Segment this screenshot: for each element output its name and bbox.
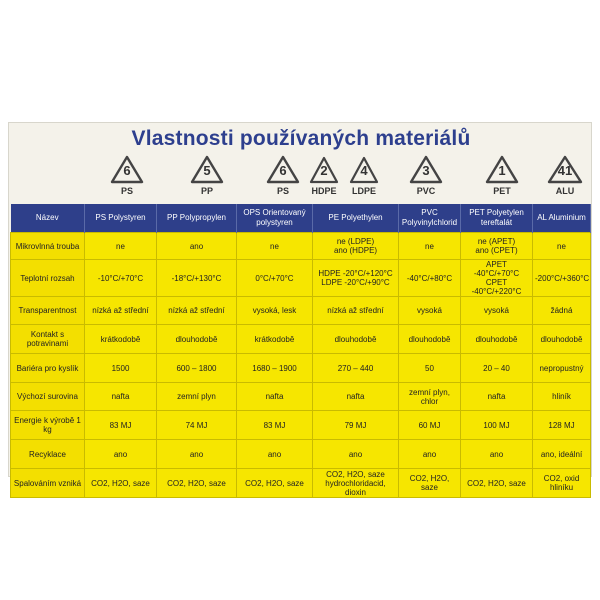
recycling-symbol-ps: [87, 155, 167, 203]
table-cell: nízká až střední: [157, 297, 237, 325]
table-cell: zemní plyn, chlor: [399, 383, 461, 411]
symbol-abbr: PS: [120, 186, 133, 196]
table-cell: nafta: [237, 383, 313, 411]
column-header: OPS Orientovaný polystyren: [237, 204, 313, 233]
recycling-symbols: [9, 155, 593, 203]
row-label: Výchozí surovina: [11, 383, 85, 411]
row-label: Recyklace: [11, 440, 85, 469]
cell-line: APET -40°C/+70°C: [473, 260, 520, 278]
table-cell: [313, 469, 399, 498]
table-cell: nafta: [461, 383, 533, 411]
cell-line: CPET -40°C/+220°C: [471, 278, 522, 296]
table-cell: dlouhodobě: [461, 325, 533, 354]
table-cell: zemní plyn: [157, 383, 237, 411]
page-title: Vlastnosti používaných materiálů: [131, 127, 471, 150]
table-cell: ano: [313, 440, 399, 469]
table-cell: [461, 260, 533, 297]
table-cell: krátkodobě: [237, 325, 313, 354]
table-row: [11, 260, 591, 297]
row-label: Transparentnost: [11, 297, 85, 325]
row-label: Energie k výrobě 1 kg: [11, 411, 85, 440]
row-label: Mikrovlnná trouba: [11, 233, 85, 260]
table-cell: krátkodobě: [85, 325, 157, 354]
table-cell: 74 MJ: [157, 411, 237, 440]
materials-table: [10, 204, 591, 498]
table-row: [11, 383, 591, 411]
symbol-abbr: PS: [276, 186, 289, 196]
table-cell: ano: [399, 440, 461, 469]
column-header: PS Polystyren: [85, 204, 157, 233]
table-row: [11, 233, 591, 260]
table-cell: CO2, H2O, saze: [85, 469, 157, 498]
table-cell: ne: [399, 233, 461, 260]
table-cell: dlouhodobě: [157, 325, 237, 354]
column-header: PP Polypropylen: [157, 204, 237, 233]
table-cell: vysoká, lesk: [237, 297, 313, 325]
cell-line: ano (HDPE): [333, 246, 378, 255]
table-row: [11, 469, 591, 498]
table-cell: CO2, H2O, saze: [237, 469, 313, 498]
table-cell: 83 MJ: [237, 411, 313, 440]
table-row: [11, 297, 591, 325]
materials-sheet: [8, 122, 592, 497]
recycling-symbol-pvc: [386, 155, 466, 203]
symbol-code: 5: [203, 163, 211, 178]
table-cell: dlouhodobě: [533, 325, 591, 354]
table-cell: CO2, oxid hliníku: [533, 469, 591, 498]
table-cell: -200°C/+360°C: [533, 260, 591, 297]
table-cell: dlouhodobě: [313, 325, 399, 354]
table-cell: -10°C/+70°C: [85, 260, 157, 297]
table-cell: 83 MJ: [85, 411, 157, 440]
table-cell: 128 MJ: [533, 411, 591, 440]
symbol-abbr: PET: [493, 186, 511, 196]
table-cell: vysoká: [461, 297, 533, 325]
table-cell: [461, 233, 533, 260]
table-cell: 1500: [85, 354, 157, 383]
table-cell: ano, ideální: [533, 440, 591, 469]
table-cell: 100 MJ: [461, 411, 533, 440]
row-label: Spalováním vzniká: [11, 469, 85, 498]
column-header: Název: [11, 204, 85, 233]
table-cell: žádná: [533, 297, 591, 325]
table-cell: [313, 233, 399, 260]
table-cell: ano: [461, 440, 533, 469]
table-cell: 270 – 440: [313, 354, 399, 383]
symbol-abbr: ALU: [555, 186, 575, 196]
recycling-symbol-ldpe: [339, 155, 389, 203]
table-cell: hliník: [533, 383, 591, 411]
table-cell: 20 – 40: [461, 354, 533, 383]
table-cell: nepropustný: [533, 354, 591, 383]
table-cell: 0°C/+70°C: [237, 260, 313, 297]
table-cell: nafta: [313, 383, 399, 411]
recycling-symbol-pp: [167, 155, 247, 203]
table-cell: dlouhodobě: [399, 325, 461, 354]
column-header: PET Polyetylen tereftalát: [461, 204, 533, 233]
table-cell: 79 MJ: [313, 411, 399, 440]
symbol-abbr: LDPE: [351, 186, 376, 196]
table-cell: 600 – 1800: [157, 354, 237, 383]
table-cell: ne: [237, 233, 313, 260]
symbol-code: 41: [557, 163, 573, 178]
column-header: AL Aluminium: [533, 204, 591, 233]
column-header: PVC Polyvinylchlorid: [399, 204, 461, 233]
table-row: [11, 325, 591, 354]
cell-line: hydrochloridacid, dioxin: [325, 478, 386, 497]
table-cell: -18°C/+130°C: [157, 260, 237, 297]
symbol-code: 4: [360, 163, 368, 178]
table-cell: 50: [399, 354, 461, 383]
row-label: Kontakt s potravinami: [11, 325, 85, 354]
table-row: [11, 440, 591, 469]
table-cell: 60 MJ: [399, 411, 461, 440]
symbol-code: 6: [279, 163, 287, 178]
cell-line: ne (LDPE): [336, 237, 375, 246]
table-cell: ano: [157, 440, 237, 469]
row-label: Teplotní rozsah: [11, 260, 85, 297]
table-cell: 1680 – 1900: [237, 354, 313, 383]
symbol-abbr: PP: [200, 186, 213, 196]
table-row: [11, 354, 591, 383]
table-cell: ne: [85, 233, 157, 260]
table-header-row: [11, 204, 591, 233]
recycling-symbol-alu: [525, 155, 600, 203]
row-label: Bariéra pro kyslík: [11, 354, 85, 383]
cell-line: HDPE -20°C/+120°C: [318, 269, 393, 278]
column-header: PE Polyethylen: [313, 204, 399, 233]
table-cell: [313, 260, 399, 297]
cell-line: LDPE -20°C/+90°C: [321, 278, 390, 287]
table-cell: ne: [533, 233, 591, 260]
table-cell: ano: [157, 233, 237, 260]
table-cell: -40°C/+80°C: [399, 260, 461, 297]
cell-line: ne (APET): [477, 237, 516, 246]
symbol-code: 3: [422, 163, 430, 178]
table-cell: nafta: [85, 383, 157, 411]
symbol-code: 6: [123, 163, 131, 178]
symbol-code: 1: [498, 163, 506, 178]
symbol-abbr: PVC: [416, 186, 436, 196]
table-cell: CO2, H2O, saze: [399, 469, 461, 498]
symbol-code: 2: [320, 163, 328, 178]
table-cell: nízká až střední: [313, 297, 399, 325]
cell-line: ano (CPET): [475, 246, 518, 255]
table-cell: ano: [237, 440, 313, 469]
table-cell: nízká až střední: [85, 297, 157, 325]
table-cell: vysoká: [399, 297, 461, 325]
table-cell: ano: [85, 440, 157, 469]
table-cell: CO2, H2O, saze: [461, 469, 533, 498]
cell-line: CO2, H2O, saze: [326, 469, 385, 479]
table-cell: CO2, H2O, saze: [157, 469, 237, 498]
symbol-abbr: HDPE: [311, 186, 337, 196]
table-row: [11, 411, 591, 440]
